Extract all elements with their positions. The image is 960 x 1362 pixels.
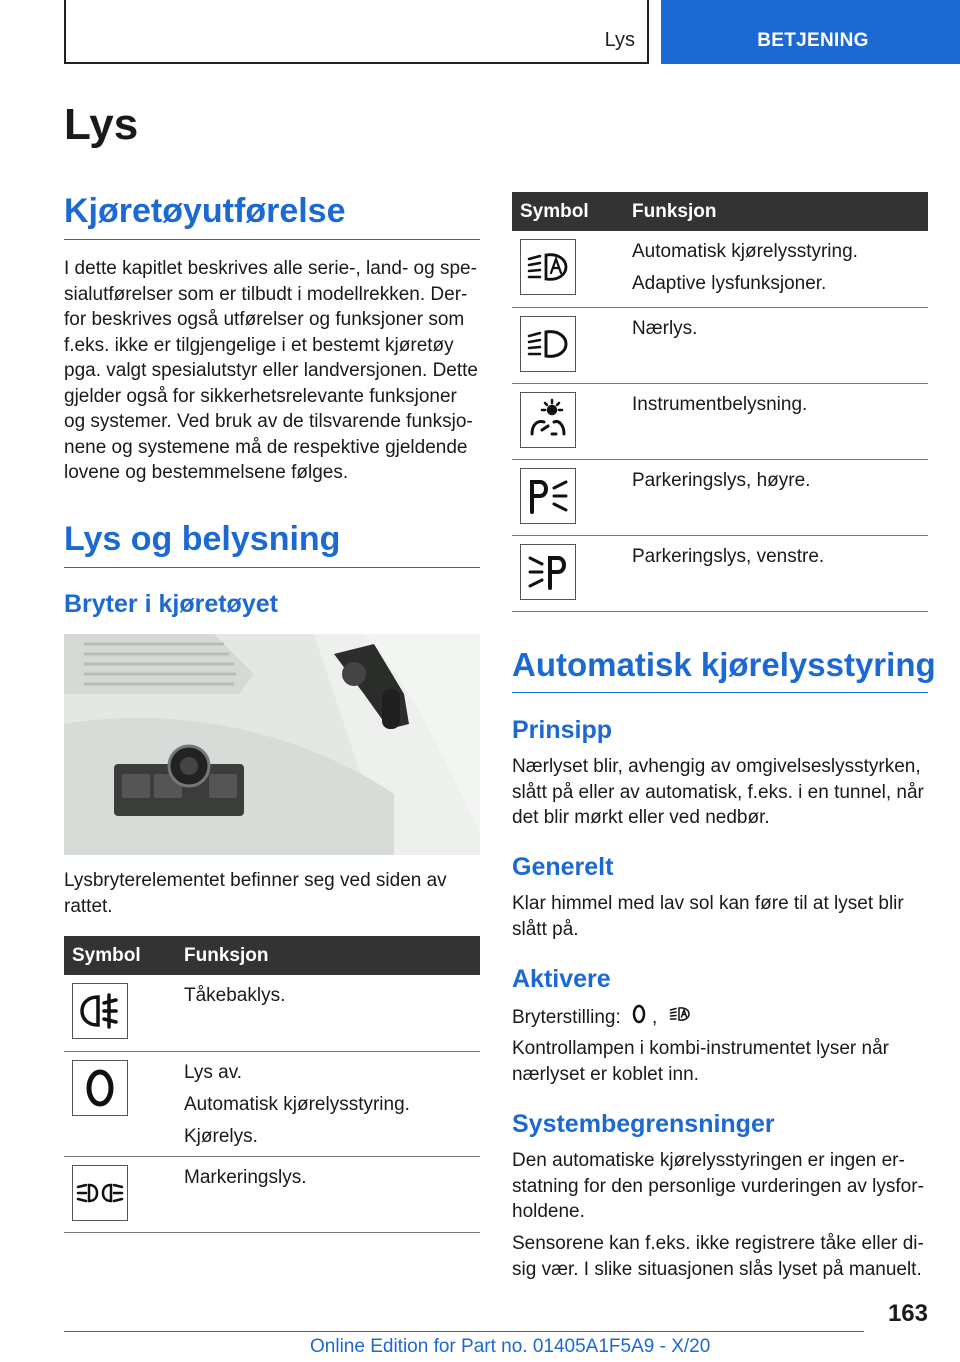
lights-off-icon bbox=[72, 1060, 128, 1116]
table-row bbox=[512, 383, 928, 459]
right-symbol-table bbox=[512, 192, 928, 612]
heading-switch-in-vehicle: Bryter i kjøretøyet bbox=[64, 590, 278, 618]
switch-position-line bbox=[512, 1003, 928, 1033]
heading-system-limits: Systembegrensninger bbox=[512, 1110, 775, 1138]
left-table-header-symbol: Symbol bbox=[64, 936, 174, 975]
page-number: 163 bbox=[887, 1300, 928, 1327]
header-chapter-title: BETJENING bbox=[757, 30, 869, 51]
table-row bbox=[512, 535, 928, 611]
parking-light-left-icon bbox=[520, 544, 576, 600]
function-text: Parkeringslys, høyre. bbox=[632, 469, 811, 491]
function-text: Instrumentbelysning. bbox=[632, 393, 808, 415]
system-limits-text-1: Den automatiske kjørelysstyringen er ingen er-statning for den personlige vurderingen av lysfor-holdene. bbox=[512, 1150, 924, 1222]
general-text: Klar himmel med lav sol kan føre til at lyset blir slått på. bbox=[512, 893, 904, 940]
header-section-box bbox=[64, 0, 649, 64]
table-row bbox=[512, 307, 928, 383]
auto-headlight-icon bbox=[667, 1003, 693, 1033]
low-beam-icon bbox=[520, 316, 576, 372]
function-text: Automatisk kjørelysstyring. bbox=[184, 1093, 410, 1115]
vehicle-variant-text: I dette kapitlet beskrives alle serie-, land- og spe-sialutførelser som er tilbudt i modellrekken. Der-for beskrives også utførelser og funksjoner som f.eks. ikke er tilgjengelige i et bestemt kjøretøy pga. valgt spesialutstyr eller landversjonen. Dette gjelder også for sikkerhetsrelevante funksjoner og systemer. Ved bruk av de tilsvarende funksjo-nene og systemene må de respektive gjeldende lovene og bestemmelsene følges. bbox=[64, 258, 479, 483]
header-chapter-box bbox=[661, 0, 960, 64]
header-section-title: Lys bbox=[604, 29, 635, 51]
heading-vehicle-variant: Kjøretøyutførelse bbox=[64, 192, 480, 240]
principle-text: Nærlyset blir, avhengig av omgivelseslysstyrken, slått på eller av automatisk, f.eks. i en tunnel, når det blir mørkt eller ved nedbør. bbox=[512, 756, 924, 828]
table-row bbox=[64, 975, 480, 1051]
heading-principle: Prinsipp bbox=[512, 716, 613, 744]
heading-general: Generelt bbox=[512, 853, 614, 881]
lights-off-icon bbox=[630, 1003, 648, 1033]
function-text: Kjørelys. bbox=[184, 1125, 258, 1147]
activate-text: Kontrollampen i kombi-instrumentet lyser når nærlyset er koblet inn. bbox=[512, 1038, 889, 1085]
auto-headlight-icon bbox=[520, 239, 576, 295]
light-switch-illustration bbox=[64, 634, 480, 855]
switch-position-label: Bryterstilling: bbox=[512, 1006, 621, 1028]
system-limits-text-2: Sensorene kan f.eks. ikke registrere tåke eller di-sig vær. I slike situasjonen slås lyset på manuelt. bbox=[512, 1233, 924, 1280]
heading-lights: Lys og belysning bbox=[64, 520, 480, 568]
right-table-header-function: Funksjon bbox=[622, 192, 928, 231]
function-text: Parkeringslys, venstre. bbox=[632, 545, 825, 567]
switch-caption: Lysbryterelementet befinner seg ved siden av rattet. bbox=[64, 870, 447, 917]
table-row bbox=[64, 1156, 480, 1232]
page-title: Lys bbox=[64, 100, 139, 149]
heading-auto-headlight-control: Automatisk kjørelysstyring bbox=[512, 646, 928, 693]
function-text: Automatisk kjørelysstyring. bbox=[632, 241, 858, 262]
table-row bbox=[512, 231, 928, 307]
light-switch-photo bbox=[64, 634, 480, 855]
footer-divider bbox=[64, 1331, 864, 1332]
function-text: Adaptive lysfunksjoner. bbox=[632, 273, 827, 294]
switch-position-separator: , bbox=[652, 1006, 658, 1028]
heading-activate: Aktivere bbox=[512, 965, 611, 993]
left-table-header-function: Funksjon bbox=[174, 936, 480, 975]
parking-light-right-icon bbox=[520, 468, 576, 524]
function-text: Tåkebaklys. bbox=[184, 985, 286, 1006]
left-symbol-table bbox=[64, 936, 480, 1233]
side-lights-icon bbox=[72, 1165, 128, 1221]
function-text: Nærlys. bbox=[632, 317, 698, 339]
rear-fog-light-icon bbox=[72, 983, 128, 1039]
table-row bbox=[64, 1051, 480, 1156]
table-row bbox=[512, 459, 928, 535]
function-text: Lys av. bbox=[184, 1061, 243, 1083]
function-text: Markeringslys. bbox=[184, 1166, 307, 1188]
instrument-lighting-icon bbox=[520, 392, 576, 448]
right-table-header-symbol: Symbol bbox=[512, 192, 622, 231]
footer-edition: Online Edition for Part no. 01405A1F5A9 - X/20 bbox=[310, 1336, 711, 1357]
